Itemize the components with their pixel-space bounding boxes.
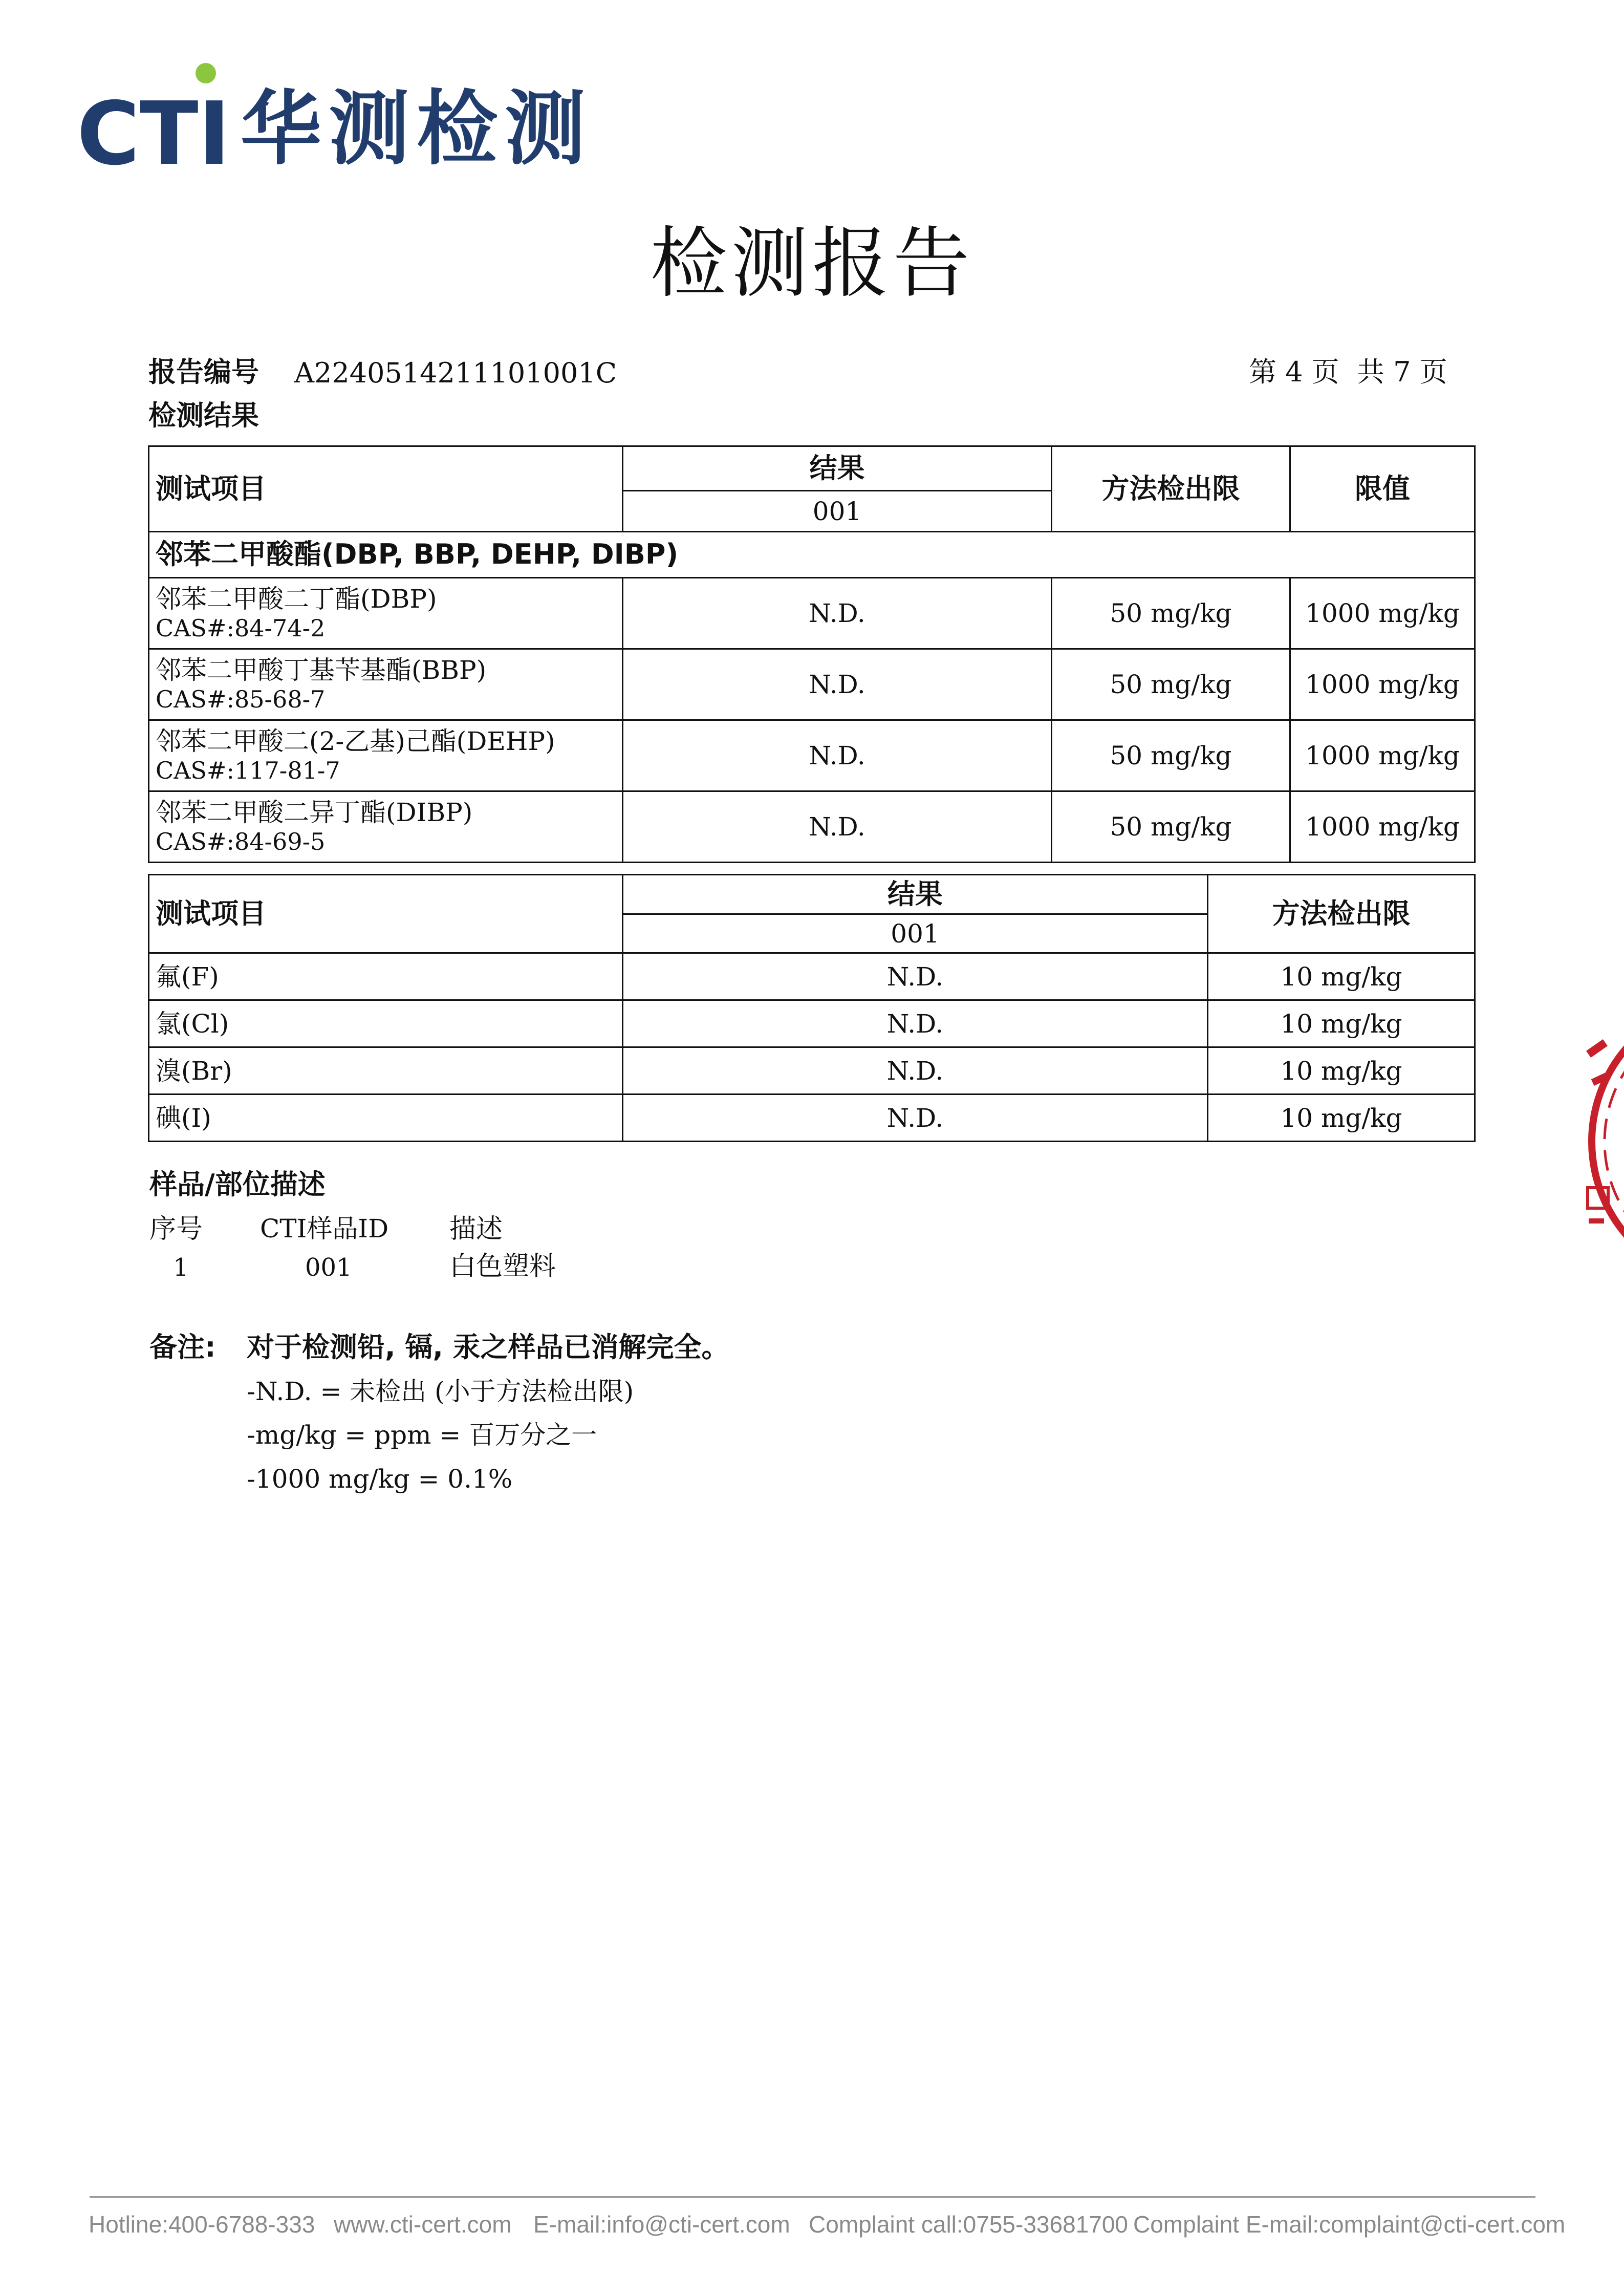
item-name: 邻苯二甲酸二(2-乙基)己酯(DEHP) bbox=[156, 726, 555, 757]
table-row bbox=[149, 953, 1475, 1000]
item-cell: 氯(Cl) bbox=[149, 1000, 623, 1047]
limit-cell: 1000 mg/kg bbox=[1290, 791, 1475, 863]
mdl-cell: 10 mg/kg bbox=[1208, 1095, 1475, 1142]
seal-stamp-icon bbox=[1582, 988, 1624, 1295]
company-seal bbox=[1582, 988, 1624, 1295]
footer-complaint-call: Complaint call:0755-33681700 bbox=[809, 2211, 1128, 2238]
item-cell: 氟(F) bbox=[149, 953, 623, 1000]
item-name: 邻苯二甲酸丁基苄基酯(BBP) bbox=[156, 655, 487, 685]
footer-hotline: Hotline:400-6788-333 bbox=[89, 2211, 315, 2238]
item-name: 邻苯二甲酸二丁酯(DBP) bbox=[156, 584, 437, 614]
notes-label: 备注: bbox=[149, 1331, 216, 1363]
mdl-cell: 10 mg/kg bbox=[1208, 1047, 1475, 1095]
report-title: 检测报告 bbox=[650, 219, 974, 308]
svg-text:CTI: CTI bbox=[77, 83, 230, 171]
col-header-result: 结果 bbox=[623, 446, 1052, 491]
result-cell: N.D. bbox=[623, 649, 1052, 720]
cti-logo-icon bbox=[77, 59, 230, 171]
company-name-cn: 华测检测 bbox=[241, 82, 593, 176]
item-cell bbox=[149, 720, 623, 791]
sample-col-desc: 描述 bbox=[449, 1214, 503, 1244]
table-row bbox=[149, 791, 1475, 863]
table-row bbox=[149, 578, 1475, 649]
result-cell: N.D. bbox=[623, 791, 1052, 863]
notes-line-3: -mg/kg = ppm = 百万分之一 bbox=[247, 1420, 597, 1450]
col-header-sample-id: 001 bbox=[623, 914, 1208, 953]
col-header-mdl: 方法检出限 bbox=[1052, 446, 1290, 532]
notes-line-4: -1000 mg/kg = 0.1% bbox=[247, 1464, 513, 1494]
col-header-sample-id: 001 bbox=[623, 491, 1052, 532]
page-info: 第 4 页 共 7 页 bbox=[1249, 356, 1447, 388]
result-cell: N.D. bbox=[623, 1000, 1208, 1047]
mdl-cell: 50 mg/kg bbox=[1052, 578, 1290, 649]
footer-email[interactable]: E-mail:info@cti-cert.com bbox=[533, 2211, 790, 2238]
report-no-label: 报告编号 bbox=[148, 356, 259, 388]
notes-line-1: 对于检测铅, 镉, 汞之样品已消解完全。 bbox=[247, 1331, 729, 1363]
item-cell bbox=[149, 791, 623, 863]
result-cell: N.D. bbox=[623, 720, 1052, 791]
col-header-item: 测试项目 bbox=[149, 446, 623, 532]
mdl-cell: 50 mg/kg bbox=[1052, 649, 1290, 720]
result-cell: N.D. bbox=[623, 953, 1208, 1000]
footer-website[interactable]: www.cti-cert.com bbox=[334, 2211, 512, 2238]
item-cas: CAS#:85-68-7 bbox=[156, 685, 326, 714]
sample-col-id: CTI样品ID bbox=[260, 1214, 389, 1243]
sample-no: 1 bbox=[173, 1253, 189, 1282]
sample-id: 001 bbox=[305, 1253, 352, 1282]
limit-cell: 1000 mg/kg bbox=[1290, 578, 1475, 649]
mdl-cell: 10 mg/kg bbox=[1208, 1000, 1475, 1047]
mdl-cell: 50 mg/kg bbox=[1052, 791, 1290, 863]
result-cell: N.D. bbox=[623, 578, 1052, 649]
col-header-item: 测试项目 bbox=[149, 875, 623, 953]
table-row bbox=[149, 720, 1475, 791]
group-label: 邻苯二甲酸酯(DBP, BBP, DEHP, DIBP) bbox=[149, 532, 1475, 578]
result-cell: N.D. bbox=[623, 1095, 1208, 1142]
col-header-limit: 限值 bbox=[1290, 446, 1475, 532]
item-name: 邻苯二甲酸二异丁酯(DIBP) bbox=[156, 798, 473, 828]
col-header-result: 结果 bbox=[623, 875, 1208, 914]
item-cas: CAS#:117-81-7 bbox=[156, 757, 340, 785]
limit-cell: 1000 mg/kg bbox=[1290, 649, 1475, 720]
mdl-cell: 10 mg/kg bbox=[1208, 953, 1475, 1000]
limit-cell: 1000 mg/kg bbox=[1290, 720, 1475, 791]
item-cell: 溴(Br) bbox=[149, 1047, 623, 1095]
item-cas: CAS#:84-74-2 bbox=[156, 614, 326, 642]
table-row bbox=[149, 1000, 1475, 1047]
col-header-mdl: 方法检出限 bbox=[1208, 875, 1475, 953]
mdl-cell: 50 mg/kg bbox=[1052, 720, 1290, 791]
table-row bbox=[149, 649, 1475, 720]
table-row bbox=[149, 1095, 1475, 1142]
sample-desc: 白色塑料 bbox=[449, 1251, 556, 1282]
result-cell: N.D. bbox=[623, 1047, 1208, 1095]
item-cas: CAS#:84-69-5 bbox=[156, 828, 326, 856]
item-cell bbox=[149, 578, 623, 649]
notes-line-2: -N.D. = 未检出 (小于方法检出限) bbox=[247, 1377, 634, 1406]
halogens-table bbox=[148, 874, 1476, 1142]
sample-col-no: 序号 bbox=[149, 1214, 203, 1244]
phthalates-table bbox=[148, 445, 1476, 863]
item-cell: 碘(I) bbox=[149, 1095, 623, 1142]
footer-divider bbox=[90, 2196, 1535, 2198]
table-row bbox=[149, 1047, 1475, 1095]
item-cell bbox=[149, 649, 623, 720]
company-logo bbox=[77, 59, 594, 176]
footer-complaint-email[interactable]: Complaint E-mail:complaint@cti-cert.com bbox=[1133, 2211, 1566, 2238]
report-no: A2240514211101001C bbox=[294, 357, 617, 389]
section-label-results: 检测结果 bbox=[148, 399, 259, 432]
sample-section-title: 样品/部位描述 bbox=[149, 1168, 326, 1200]
